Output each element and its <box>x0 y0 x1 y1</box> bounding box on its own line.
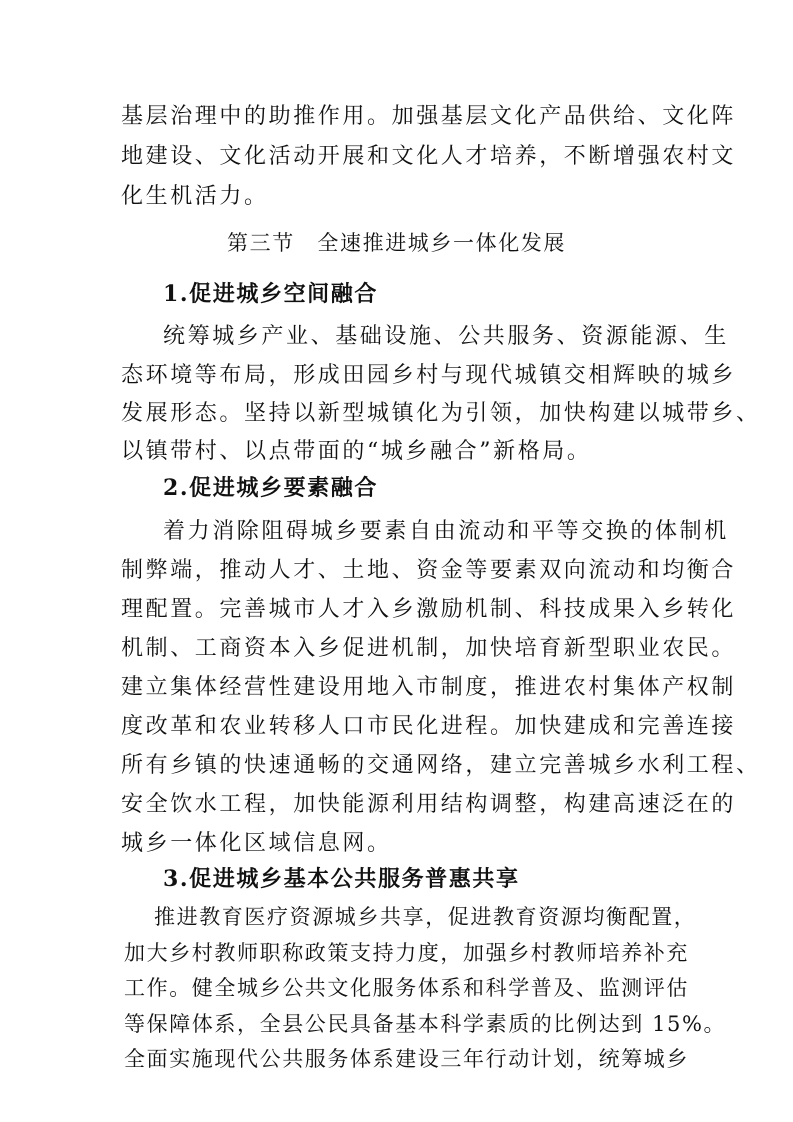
paragraph-line: 态环境等布局，形成田园乡村与现代城镇交相辉映的城乡 <box>121 363 737 388</box>
paragraph-line: 推进教育医疗资源城乡共享，促进教育资源均衡配置， <box>154 905 697 929</box>
paragraph-line: 所有乡镇的快速通畅的交通网络，建立完善城乡水利工程、 <box>121 753 761 778</box>
paragraph-line: 加大乡村教师职称政策支持力度，加强乡村教师培养补充 <box>124 941 689 965</box>
paragraph-line: 全面实施现代公共服务体系建设三年行动计划，统筹城乡 <box>124 1047 689 1071</box>
intro-line: 化生机活力。 <box>121 184 269 209</box>
section-title: 第三节 全速推进城乡一体化发展 <box>227 231 566 255</box>
paragraph-line: 机制、工商资本入乡促进机制，加快培育新型职业农民。 <box>121 636 737 661</box>
paragraph-line: 以镇带村、以点带面的“城乡融合”新格局。 <box>121 439 592 464</box>
paragraph-line: 安全饮水工程，加快能源利用结构调整，构建高速泛在的 <box>121 792 737 817</box>
paragraph-line: 发展形态。坚持以新型城镇化为引领，加快构建以城带乡、 <box>121 401 761 426</box>
paragraph-line: 度改革和农业转移人口市民化进程。加快建成和完善连接 <box>121 714 737 739</box>
paragraph-line: 工作。健全城乡公共文化服务体系和科学普及、监测评估 <box>124 976 689 1000</box>
subsection-1-heading: 1.促进城乡空间融合 <box>163 281 378 307</box>
paragraph-line: 城乡一体化区域信息网。 <box>121 831 392 856</box>
intro-line: 基层治理中的助推作用。加强基层文化产品供给、文化阵 <box>121 104 737 129</box>
paragraph-line: 建立集体经营性建设用地入市制度，推进农村集体产权制 <box>121 675 737 700</box>
paragraph-line: 制弊端，推动人才、土地、资金等要素双向流动和均衡合 <box>121 558 737 583</box>
intro-line: 地建设、文化活动开展和文化人才培养，不断增强农村文 <box>121 144 737 169</box>
paragraph-line: 统筹城乡产业、基础设施、公共服务、资源能源、生 <box>163 324 729 349</box>
subsection-2-heading: 2.促进城乡要素融合 <box>163 475 378 501</box>
paragraph-line: 着力消除阻碍城乡要素自由流动和平等交换的体制机 <box>163 519 729 544</box>
paragraph-line: 等保障体系，全县公民具备基本科学素质的比例达到 15%。 <box>124 1012 727 1036</box>
paragraph-line: 理配置。完善城市人才入乡激励机制、科技成果入乡转化 <box>121 597 737 622</box>
subsection-3-heading: 3.促进城乡基本公共服务普惠共享 <box>163 866 520 892</box>
